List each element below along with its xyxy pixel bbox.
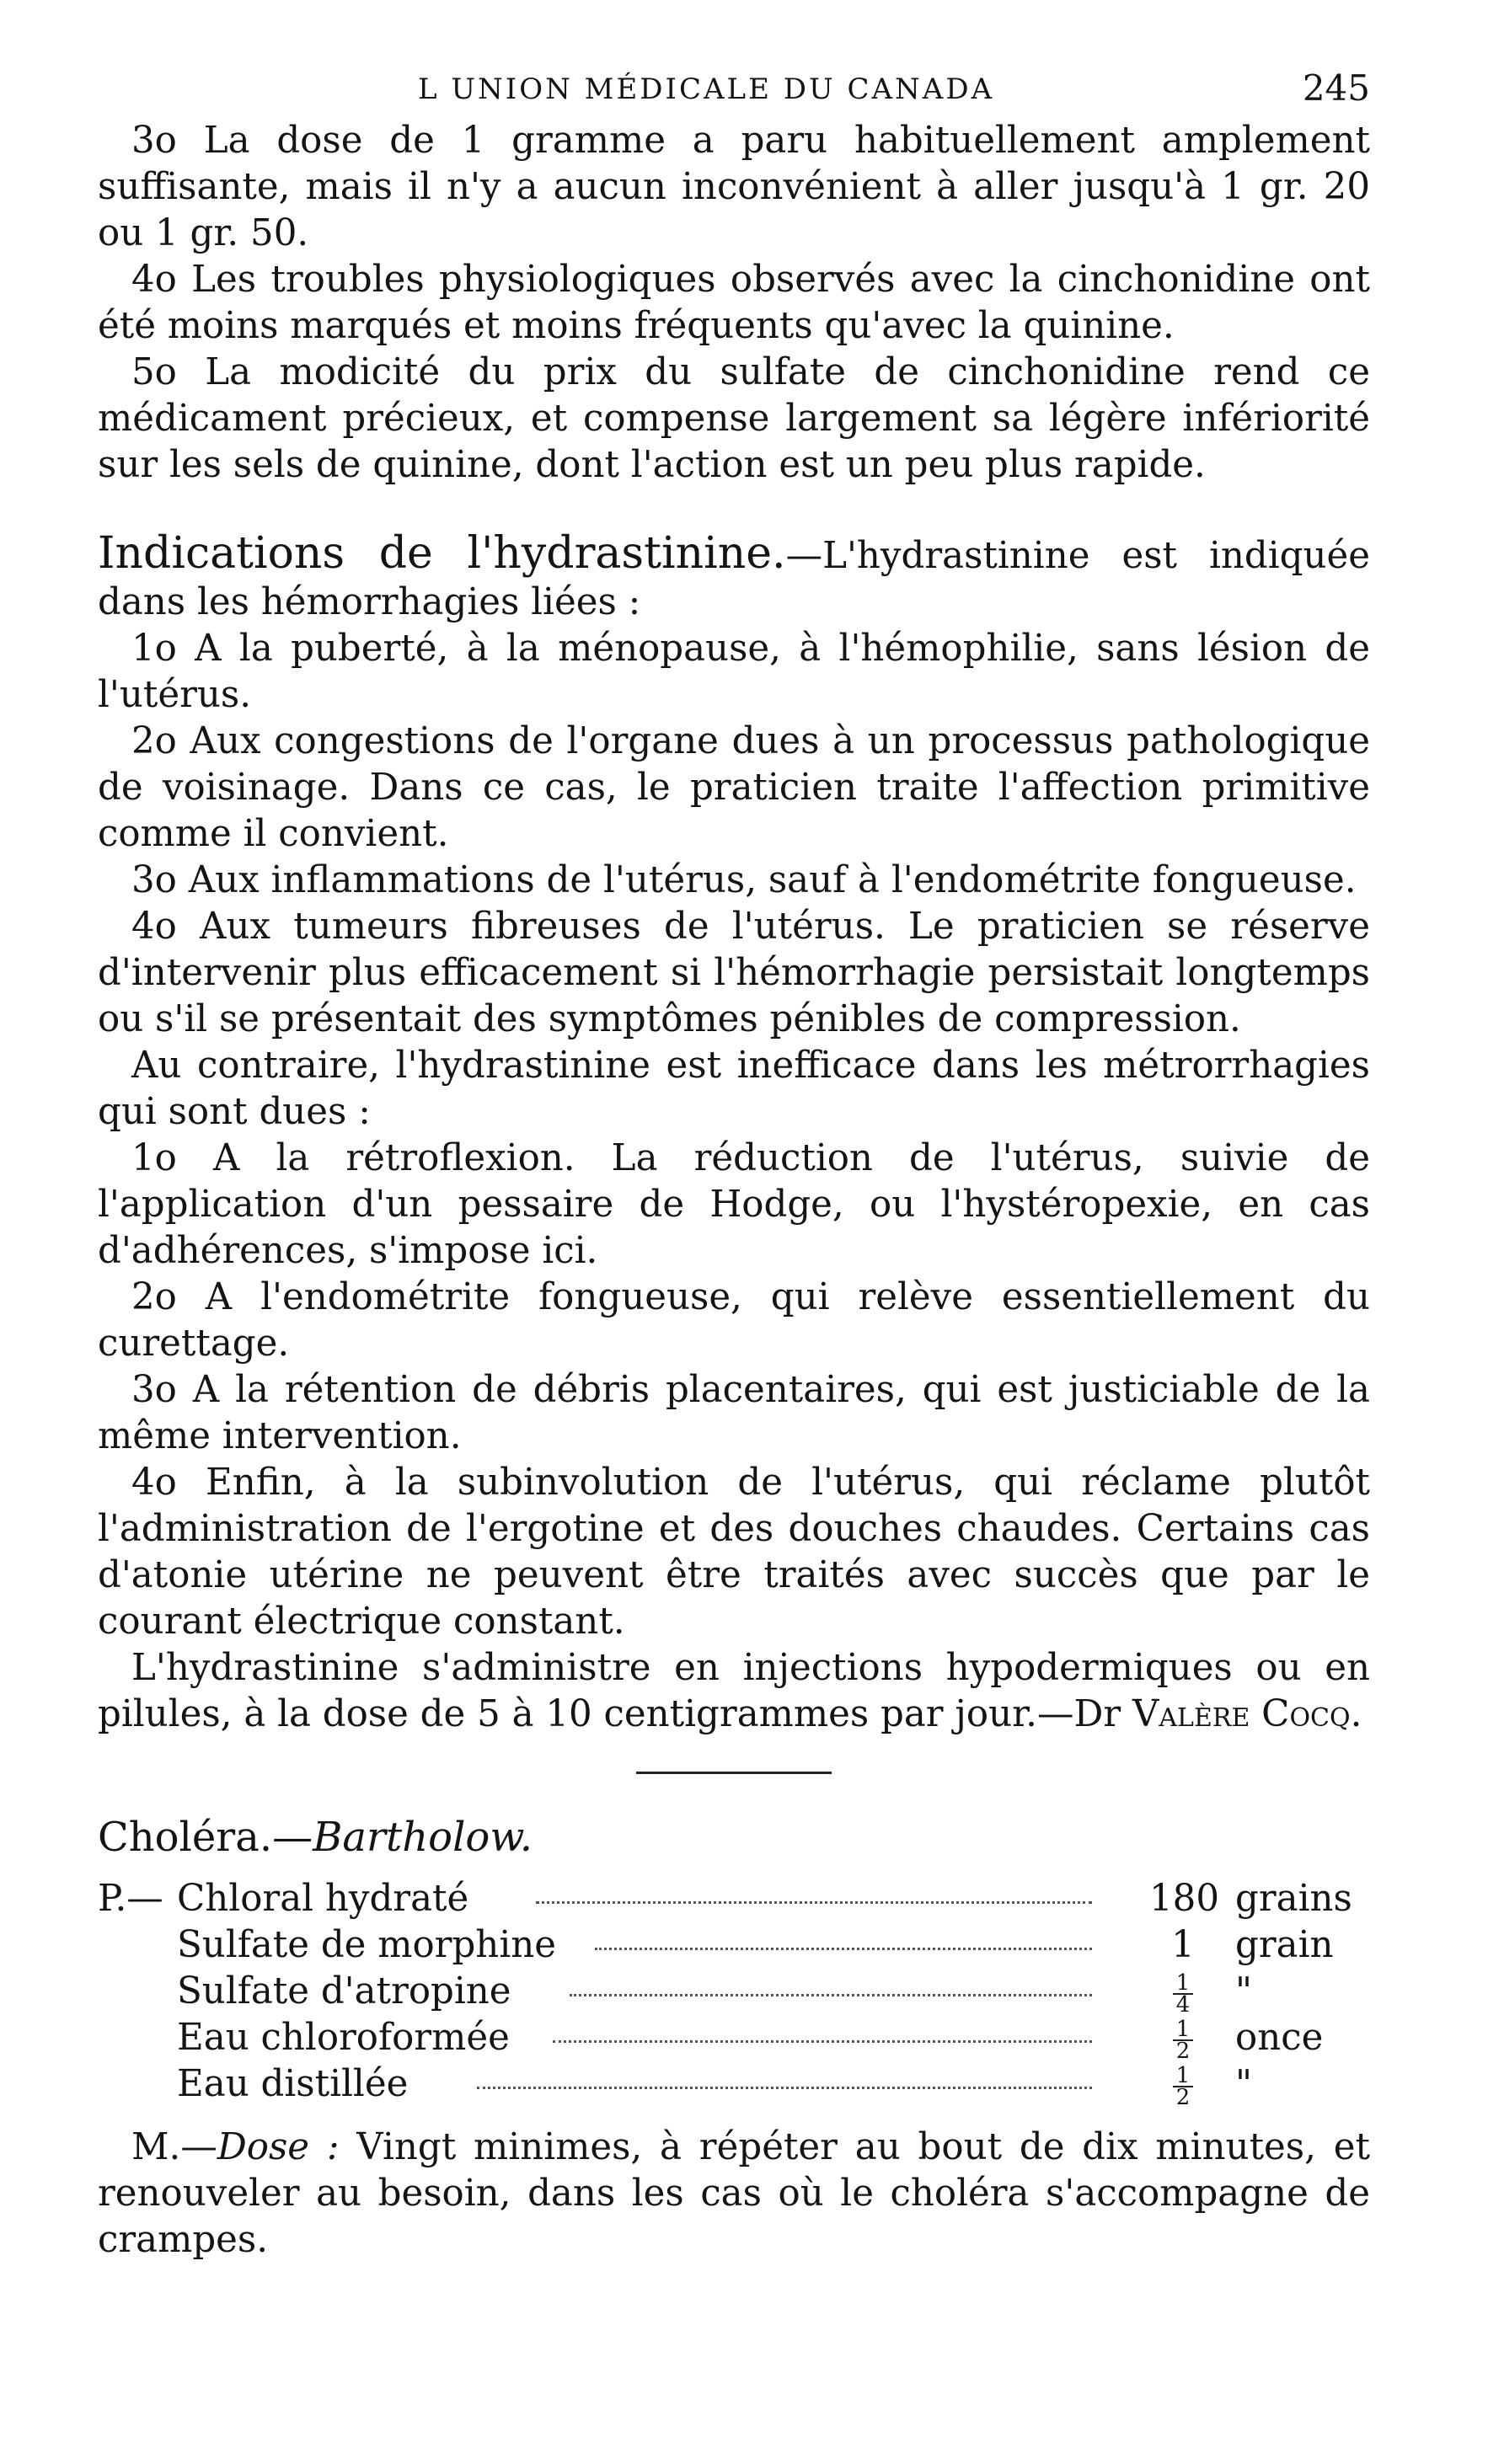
section-heading-cholera: Choléra.—Bartholow. xyxy=(98,1814,533,1861)
ingredient-name: Eau chloroformée xyxy=(177,2017,510,2059)
prescription-row xyxy=(98,2015,1370,2064)
intro-paragraph: 3o La dose de 1 gramme a paru habituellement amplement suffisante, mais il n'y a aucun inconvénient à aller jusqu'à 1 gr. 20 ou 1 gr. 50. xyxy=(98,120,1370,254)
ingredient-name: Sulfate de morphine xyxy=(177,1924,556,1966)
hydrastinine-lead-paragraph xyxy=(98,528,1370,626)
prescription-row xyxy=(98,1876,1370,1922)
intro-paragraph: 5o La modicité du prix du sulfate de cinchonidine rend ce médicament précieux, et compense largement sa légère infériorité sur les sels de quinine, dont l'action est un peu plus rapide. xyxy=(98,351,1370,486)
ingredient-quantity: 1 xyxy=(1171,1924,1195,1966)
intro-paragraph: 4o Les troubles physiologiques observés avec la cinchonidine ont été moins marqués et moins fréquents qu'avec la quinine. xyxy=(98,259,1370,347)
ingredient-unit: once xyxy=(1235,2017,1324,2059)
journal-title: L UNION MÉDICALE DU CANADA xyxy=(418,72,995,106)
ingredient-quantity: $\frac{1}{2}$ xyxy=(1149,2061,1217,2108)
ineffective-item: 2o A l'endométrite fongueuse, qui relève essentiellement du curettage. xyxy=(98,1276,1370,1365)
ingredient-unit: grain xyxy=(1235,1924,1334,1966)
ingredient-name: Chloral hydraté xyxy=(177,1878,469,1920)
ingredient-name: Sulfate d'atropine xyxy=(177,1970,511,2012)
ineffective-item: 1o A la rétroflexion. La réduction de l'utérus, suivie de l'application d'un pessaire de Hodge, ou l'hystéropexie, en cas d'adhérences, s'impose ici. xyxy=(98,1137,1370,1272)
prescription-list xyxy=(98,1876,1370,2108)
prescription-row xyxy=(98,1969,1370,2018)
running-head xyxy=(98,67,1370,118)
ingredient-unit: " xyxy=(1235,2063,1253,2105)
author-signature: Valère Cocq. xyxy=(1132,1693,1362,1735)
section-heading-hydrastinine: Indications de l'hydrastinine. xyxy=(98,528,786,579)
hydrastinine-lead: —L'hydrastinine est indiquée dans les hémorrhagies liées : xyxy=(98,535,1370,623)
ingredient-quantity: $\frac{1}{2}$ xyxy=(1149,2015,1217,2061)
rx-label: P.— xyxy=(98,1878,163,1920)
dose-title: Dose : xyxy=(217,2126,340,2168)
ingredient-unit: grains xyxy=(1235,1878,1352,1920)
ingredient-unit: " xyxy=(1235,1970,1253,2012)
ineffective-item: 3o A la rétention de débris placentaires, qui est justiciable de la même intervention. xyxy=(98,1369,1370,1457)
ingredient-quantity: $\frac{1}{4}$ xyxy=(1149,1969,1217,2015)
indication-item: 4o Aux tumeurs fibreuses de l'utérus. Le praticien se réserve d'intervenir plus efficacement si l'hémorrhagie persistait longtemps ou s'il se présentait des symptômes pénibles de compression. xyxy=(98,906,1370,1040)
dose-label: M.— xyxy=(131,2126,217,2168)
prescription-author: Bartholow. xyxy=(313,1814,533,1861)
indication-item: 3o Aux inflammations de l'utérus, sauf à l'endométrite fongueuse. xyxy=(131,859,1357,901)
dose-text: Vingt minimes, à répéter au bout de dix minutes, et renouveler au besoin, dans les cas où le choléra s'accompagne de crampes. xyxy=(98,2126,1370,2261)
section-divider xyxy=(636,1772,832,1774)
page-number: 245 xyxy=(1302,67,1370,109)
contrary-paragraph: Au contraire, l'hydrastinine est inefficace dans les métrorrhagies qui sont dues : xyxy=(98,1045,1370,1133)
ingredient-name: Eau distillée xyxy=(177,2063,409,2105)
prescription-row xyxy=(98,1922,1370,1969)
closing-paragraph: L'hydrastinine s'administre en injections hypodermiques ou en pilules, à la dose de 5 à 10 centigrammes par jour.—Dr Valère Cocq. xyxy=(98,1647,1370,1735)
prescription-row xyxy=(98,2061,1370,2108)
ingredient-quantity: 180 xyxy=(1149,1878,1220,1920)
ineffective-item: 4o Enfin, à la subinvolution de l'utérus, qui réclame plutôt l'administration de l'ergotine et des douches chaudes. Certains cas d'atonie utérine ne peuvent être traités avec succès que par le courant électrique constant. xyxy=(98,1462,1370,1643)
indication-item: 2o Aux congestions de l'organe dues à un processus pathologique de voisinage. Dans ce cas, le praticien traite l'affection primitive comme il convient. xyxy=(98,720,1370,855)
indication-item: 1o A la puberté, à la ménopause, à l'hémophilie, sans lésion de l'utérus. xyxy=(98,628,1370,716)
dose-paragraph xyxy=(98,2125,1370,2264)
